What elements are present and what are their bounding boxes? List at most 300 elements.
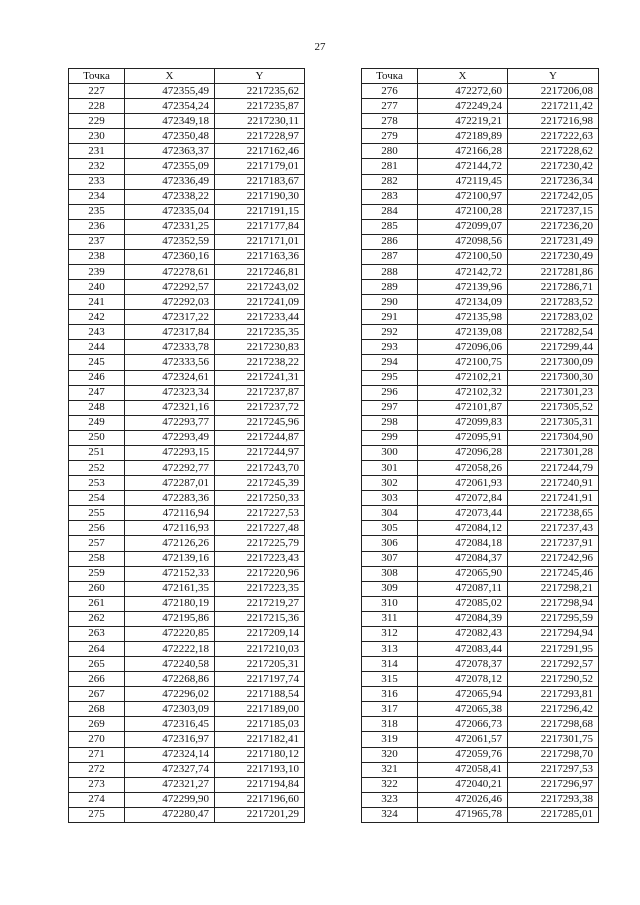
x-coordinate-cell: 472355,49	[125, 84, 215, 99]
x-coordinate-cell: 472292,57	[125, 280, 215, 295]
y-coordinate-cell: 2217282,54	[508, 325, 599, 340]
point-number-cell: 291	[362, 310, 418, 325]
y-coordinate-cell: 2217163,36	[215, 249, 305, 264]
point-number-cell: 278	[362, 114, 418, 129]
y-coordinate-cell: 2217301,75	[508, 732, 599, 747]
table-row	[69, 415, 305, 430]
point-number-cell: 296	[362, 385, 418, 400]
y-coordinate-cell: 2217290,52	[508, 672, 599, 687]
point-number-cell: 262	[69, 611, 125, 626]
point-number-cell: 307	[362, 551, 418, 566]
table-row	[362, 430, 599, 445]
table-row	[69, 129, 305, 144]
y-coordinate-cell: 2217250,33	[215, 491, 305, 506]
table-row	[362, 626, 599, 641]
x-coordinate-cell: 472293,49	[125, 430, 215, 445]
x-coordinate-cell: 472189,89	[418, 129, 508, 144]
y-coordinate-cell: 2217205,31	[215, 657, 305, 672]
table-row	[69, 340, 305, 355]
x-coordinate-cell: 472335,04	[125, 204, 215, 219]
y-coordinate-cell: 2217215,36	[215, 611, 305, 626]
x-coordinate-cell: 472350,48	[125, 129, 215, 144]
point-number-cell: 293	[362, 340, 418, 355]
y-coordinate-cell: 2217228,97	[215, 129, 305, 144]
x-coordinate-cell: 472066,73	[418, 717, 508, 732]
y-coordinate-cell: 2217301,28	[508, 445, 599, 460]
table-row	[69, 807, 305, 822]
point-number-cell: 321	[362, 762, 418, 777]
y-coordinate-cell: 2217237,15	[508, 204, 599, 219]
y-coordinate-cell: 2217193,10	[215, 762, 305, 777]
x-coordinate-cell: 472316,97	[125, 732, 215, 747]
x-coordinate-cell: 472144,72	[418, 159, 508, 174]
table-row	[362, 777, 599, 792]
x-coordinate-cell: 472292,03	[125, 295, 215, 310]
y-coordinate-cell: 2217201,29	[215, 807, 305, 822]
point-number-cell: 243	[69, 325, 125, 340]
y-coordinate-cell: 2217216,98	[508, 114, 599, 129]
header-y: Y	[508, 69, 599, 84]
y-coordinate-cell: 2217242,05	[508, 189, 599, 204]
x-coordinate-cell: 472283,36	[125, 491, 215, 506]
point-number-cell: 324	[362, 807, 418, 822]
table-row	[69, 687, 305, 702]
table-row	[69, 596, 305, 611]
y-coordinate-cell: 2217238,22	[215, 355, 305, 370]
point-number-cell: 230	[69, 129, 125, 144]
point-number-cell: 305	[362, 521, 418, 536]
x-coordinate-cell: 472084,18	[418, 536, 508, 551]
y-coordinate-cell: 2217241,09	[215, 295, 305, 310]
x-coordinate-cell: 472099,83	[418, 415, 508, 430]
x-coordinate-cell: 472084,12	[418, 521, 508, 536]
table-row	[69, 717, 305, 732]
x-coordinate-cell: 472240,58	[125, 657, 215, 672]
x-coordinate-cell: 472331,25	[125, 219, 215, 234]
table-row	[69, 491, 305, 506]
x-coordinate-cell: 472354,24	[125, 99, 215, 114]
point-number-cell: 295	[362, 370, 418, 385]
y-coordinate-cell: 2217220,96	[215, 566, 305, 581]
point-number-cell: 241	[69, 295, 125, 310]
point-number-cell: 297	[362, 400, 418, 415]
x-coordinate-cell: 472180,19	[125, 596, 215, 611]
x-coordinate-cell: 472059,76	[418, 747, 508, 762]
table-row	[362, 461, 599, 476]
y-coordinate-cell: 2217183,67	[215, 174, 305, 189]
header-x: X	[125, 69, 215, 84]
x-coordinate-cell: 472352,59	[125, 234, 215, 249]
point-number-cell: 323	[362, 792, 418, 807]
table-row	[69, 626, 305, 641]
y-coordinate-cell: 2217177,84	[215, 219, 305, 234]
x-coordinate-cell: 472085,02	[418, 596, 508, 611]
y-coordinate-cell: 2217243,02	[215, 280, 305, 295]
point-number-cell: 242	[69, 310, 125, 325]
x-coordinate-cell: 472139,16	[125, 551, 215, 566]
x-coordinate-cell: 472100,75	[418, 355, 508, 370]
point-number-cell: 260	[69, 581, 125, 596]
y-coordinate-cell: 2217182,41	[215, 732, 305, 747]
y-coordinate-cell: 2217238,65	[508, 506, 599, 521]
point-number-cell: 271	[69, 747, 125, 762]
x-coordinate-cell: 472152,33	[125, 566, 215, 581]
x-coordinate-cell: 472222,18	[125, 641, 215, 656]
point-number-cell: 277	[362, 99, 418, 114]
table-row	[69, 265, 305, 280]
table-row	[69, 280, 305, 295]
y-coordinate-cell: 2217227,48	[215, 521, 305, 536]
y-coordinate-cell: 2217295,59	[508, 611, 599, 626]
table-row	[362, 521, 599, 536]
x-coordinate-cell: 472195,86	[125, 611, 215, 626]
y-coordinate-cell: 2217227,53	[215, 506, 305, 521]
point-number-cell: 282	[362, 174, 418, 189]
x-coordinate-cell: 472116,94	[125, 506, 215, 521]
point-number-cell: 249	[69, 415, 125, 430]
point-number-cell: 281	[362, 159, 418, 174]
y-coordinate-cell: 2217237,91	[508, 536, 599, 551]
point-number-cell: 283	[362, 189, 418, 204]
table-row	[69, 581, 305, 596]
x-coordinate-cell: 472220,85	[125, 626, 215, 641]
table-row	[69, 732, 305, 747]
table-row	[69, 325, 305, 340]
y-coordinate-cell: 2217188,54	[215, 687, 305, 702]
y-coordinate-cell: 2217301,23	[508, 385, 599, 400]
y-coordinate-cell: 2217305,52	[508, 400, 599, 415]
y-coordinate-cell: 2217171,01	[215, 234, 305, 249]
y-coordinate-cell: 2217281,86	[508, 265, 599, 280]
y-coordinate-cell: 2217285,01	[508, 807, 599, 822]
x-coordinate-cell: 471965,78	[418, 807, 508, 822]
point-number-cell: 313	[362, 641, 418, 656]
x-coordinate-cell: 472073,44	[418, 506, 508, 521]
table-row	[69, 99, 305, 114]
x-coordinate-cell: 472096,06	[418, 340, 508, 355]
x-coordinate-cell: 472065,94	[418, 687, 508, 702]
point-number-cell: 320	[362, 747, 418, 762]
table-row	[362, 415, 599, 430]
y-coordinate-cell: 2217231,49	[508, 234, 599, 249]
point-number-cell: 284	[362, 204, 418, 219]
table-row	[362, 385, 599, 400]
y-coordinate-cell: 2217241,31	[215, 370, 305, 385]
table-row	[362, 280, 599, 295]
y-coordinate-cell: 2217300,30	[508, 370, 599, 385]
y-coordinate-cell: 2217244,87	[215, 430, 305, 445]
point-number-cell: 269	[69, 717, 125, 732]
x-coordinate-cell: 472296,02	[125, 687, 215, 702]
point-number-cell: 244	[69, 340, 125, 355]
x-coordinate-cell: 472321,16	[125, 400, 215, 415]
x-coordinate-cell: 472098,56	[418, 234, 508, 249]
x-coordinate-cell: 472072,84	[418, 491, 508, 506]
y-coordinate-cell: 2217230,11	[215, 114, 305, 129]
y-coordinate-cell: 2217194,84	[215, 777, 305, 792]
table-row	[69, 204, 305, 219]
x-coordinate-cell: 472058,26	[418, 461, 508, 476]
x-coordinate-cell: 472287,01	[125, 476, 215, 491]
x-coordinate-cell: 472065,38	[418, 702, 508, 717]
x-coordinate-cell: 472065,90	[418, 566, 508, 581]
point-number-cell: 289	[362, 280, 418, 295]
x-coordinate-cell: 472303,09	[125, 702, 215, 717]
x-coordinate-cell: 472321,27	[125, 777, 215, 792]
table-row	[362, 506, 599, 521]
y-coordinate-cell: 2217293,81	[508, 687, 599, 702]
x-coordinate-cell: 472355,09	[125, 159, 215, 174]
table-row	[69, 672, 305, 687]
point-number-cell: 250	[69, 430, 125, 445]
table-row	[362, 204, 599, 219]
point-number-cell: 264	[69, 641, 125, 656]
y-coordinate-cell: 2217244,79	[508, 461, 599, 476]
x-coordinate-cell: 472327,74	[125, 762, 215, 777]
y-coordinate-cell: 2217305,31	[508, 415, 599, 430]
table-row	[69, 747, 305, 762]
table-row	[362, 807, 599, 822]
x-coordinate-cell: 472135,98	[418, 310, 508, 325]
x-coordinate-cell: 472082,43	[418, 626, 508, 641]
x-coordinate-cell: 472026,46	[418, 792, 508, 807]
table-row	[362, 445, 599, 460]
table-row	[362, 792, 599, 807]
coordinates-table-right	[361, 68, 599, 823]
x-coordinate-cell: 472324,61	[125, 370, 215, 385]
point-number-cell: 312	[362, 626, 418, 641]
table-row	[69, 430, 305, 445]
point-number-cell: 232	[69, 159, 125, 174]
point-number-cell: 240	[69, 280, 125, 295]
y-coordinate-cell: 2217235,35	[215, 325, 305, 340]
point-number-cell: 314	[362, 657, 418, 672]
table-row	[69, 114, 305, 129]
header-y: Y	[215, 69, 305, 84]
y-coordinate-cell: 2217162,46	[215, 144, 305, 159]
point-number-cell: 310	[362, 596, 418, 611]
table-row	[362, 370, 599, 385]
point-number-cell: 259	[69, 566, 125, 581]
y-coordinate-cell: 2217223,35	[215, 581, 305, 596]
x-coordinate-cell: 472142,72	[418, 265, 508, 280]
table-row	[362, 581, 599, 596]
point-number-cell: 274	[69, 792, 125, 807]
table-row	[362, 672, 599, 687]
y-coordinate-cell: 2217225,79	[215, 536, 305, 551]
point-number-cell: 287	[362, 249, 418, 264]
point-number-cell: 258	[69, 551, 125, 566]
table-row	[362, 596, 599, 611]
table-row	[69, 385, 305, 400]
table-row	[362, 144, 599, 159]
point-number-cell: 237	[69, 234, 125, 249]
y-coordinate-cell: 2217298,21	[508, 581, 599, 596]
x-coordinate-cell: 472323,34	[125, 385, 215, 400]
y-coordinate-cell: 2217230,42	[508, 159, 599, 174]
y-coordinate-cell: 2217223,43	[215, 551, 305, 566]
x-coordinate-cell: 472349,18	[125, 114, 215, 129]
table-row	[362, 747, 599, 762]
point-number-cell: 266	[69, 672, 125, 687]
point-number-cell: 272	[69, 762, 125, 777]
x-coordinate-cell: 472100,97	[418, 189, 508, 204]
point-number-cell: 265	[69, 657, 125, 672]
y-coordinate-cell: 2217242,96	[508, 551, 599, 566]
y-coordinate-cell: 2217241,91	[508, 491, 599, 506]
y-coordinate-cell: 2217230,49	[508, 249, 599, 264]
x-coordinate-cell: 472078,37	[418, 657, 508, 672]
point-number-cell: 246	[69, 370, 125, 385]
table-row	[362, 641, 599, 656]
point-number-cell: 285	[362, 219, 418, 234]
table-row	[69, 189, 305, 204]
table-row	[69, 144, 305, 159]
x-coordinate-cell: 472268,86	[125, 672, 215, 687]
table-row	[362, 536, 599, 551]
table-row	[362, 174, 599, 189]
table-row	[362, 732, 599, 747]
x-coordinate-cell: 472293,77	[125, 415, 215, 430]
point-number-cell: 263	[69, 626, 125, 641]
table-row	[69, 159, 305, 174]
point-number-cell: 279	[362, 129, 418, 144]
table-row	[362, 611, 599, 626]
x-coordinate-cell: 472333,78	[125, 340, 215, 355]
x-coordinate-cell: 472293,15	[125, 445, 215, 460]
y-coordinate-cell: 2217237,43	[508, 521, 599, 536]
x-coordinate-cell: 472116,93	[125, 521, 215, 536]
point-number-cell: 270	[69, 732, 125, 747]
x-coordinate-cell: 472280,47	[125, 807, 215, 822]
x-coordinate-cell: 472102,21	[418, 370, 508, 385]
x-coordinate-cell: 472363,37	[125, 144, 215, 159]
table-row	[362, 114, 599, 129]
point-number-cell: 318	[362, 717, 418, 732]
table-row	[69, 461, 305, 476]
table-row	[69, 249, 305, 264]
y-coordinate-cell: 2217237,72	[215, 400, 305, 415]
point-number-cell: 276	[362, 84, 418, 99]
point-number-cell: 317	[362, 702, 418, 717]
point-number-cell: 238	[69, 249, 125, 264]
table-row	[362, 295, 599, 310]
x-coordinate-cell: 472126,26	[125, 536, 215, 551]
table-row	[362, 219, 599, 234]
x-coordinate-cell: 472333,56	[125, 355, 215, 370]
y-coordinate-cell: 2217296,97	[508, 777, 599, 792]
x-coordinate-cell: 472299,90	[125, 792, 215, 807]
y-coordinate-cell: 2217233,44	[215, 310, 305, 325]
y-coordinate-cell: 2217298,68	[508, 717, 599, 732]
table-row	[69, 295, 305, 310]
y-coordinate-cell: 2217222,63	[508, 129, 599, 144]
x-coordinate-cell: 472061,57	[418, 732, 508, 747]
y-coordinate-cell: 2217294,94	[508, 626, 599, 641]
x-coordinate-cell: 472102,32	[418, 385, 508, 400]
x-coordinate-cell: 472316,45	[125, 717, 215, 732]
y-coordinate-cell: 2217300,09	[508, 355, 599, 370]
x-coordinate-cell: 472166,28	[418, 144, 508, 159]
y-coordinate-cell: 2217197,74	[215, 672, 305, 687]
table-row	[362, 99, 599, 114]
x-coordinate-cell: 472084,37	[418, 551, 508, 566]
y-coordinate-cell: 2217291,95	[508, 641, 599, 656]
table-row	[362, 355, 599, 370]
point-number-cell: 300	[362, 445, 418, 460]
point-number-cell: 288	[362, 265, 418, 280]
table-row	[69, 536, 305, 551]
x-coordinate-cell: 472139,96	[418, 280, 508, 295]
point-number-cell: 299	[362, 430, 418, 445]
y-coordinate-cell: 2217245,39	[215, 476, 305, 491]
point-number-cell: 229	[69, 114, 125, 129]
table-row	[69, 641, 305, 656]
point-number-cell: 316	[362, 687, 418, 702]
x-coordinate-cell: 472078,12	[418, 672, 508, 687]
table-row	[362, 551, 599, 566]
table-row	[362, 84, 599, 99]
table-row	[362, 657, 599, 672]
table-row	[69, 792, 305, 807]
table-row	[362, 702, 599, 717]
y-coordinate-cell: 2217283,52	[508, 295, 599, 310]
table-row	[69, 506, 305, 521]
y-coordinate-cell: 2217292,57	[508, 657, 599, 672]
table-row	[69, 84, 305, 99]
y-coordinate-cell: 2217236,34	[508, 174, 599, 189]
x-coordinate-cell: 472100,28	[418, 204, 508, 219]
point-number-cell: 302	[362, 476, 418, 491]
x-coordinate-cell: 472058,41	[418, 762, 508, 777]
y-coordinate-cell: 2217206,08	[508, 84, 599, 99]
table-row	[362, 265, 599, 280]
point-number-cell: 306	[362, 536, 418, 551]
table-row	[69, 566, 305, 581]
table-row	[69, 370, 305, 385]
point-number-cell: 290	[362, 295, 418, 310]
point-number-cell: 315	[362, 672, 418, 687]
header-point: Точка	[69, 69, 125, 84]
table-row	[362, 476, 599, 491]
point-number-cell: 294	[362, 355, 418, 370]
x-coordinate-cell: 472096,28	[418, 445, 508, 460]
x-coordinate-cell: 472161,35	[125, 581, 215, 596]
point-number-cell: 257	[69, 536, 125, 551]
table-row	[69, 234, 305, 249]
table-row	[69, 551, 305, 566]
point-number-cell: 280	[362, 144, 418, 159]
header-point: Точка	[362, 69, 418, 84]
y-coordinate-cell: 2217209,14	[215, 626, 305, 641]
y-coordinate-cell: 2217189,00	[215, 702, 305, 717]
x-coordinate-cell: 472100,50	[418, 249, 508, 264]
y-coordinate-cell: 2217236,20	[508, 219, 599, 234]
y-coordinate-cell: 2217180,12	[215, 747, 305, 762]
point-number-cell: 292	[362, 325, 418, 340]
point-number-cell: 298	[362, 415, 418, 430]
table-header-row	[69, 69, 305, 84]
table-row	[362, 249, 599, 264]
table-row	[69, 310, 305, 325]
y-coordinate-cell: 2217293,38	[508, 792, 599, 807]
y-coordinate-cell: 2217298,70	[508, 747, 599, 762]
y-coordinate-cell: 2217196,60	[215, 792, 305, 807]
x-coordinate-cell: 472278,61	[125, 265, 215, 280]
y-coordinate-cell: 2217235,87	[215, 99, 305, 114]
table-row	[362, 310, 599, 325]
table-row	[362, 189, 599, 204]
